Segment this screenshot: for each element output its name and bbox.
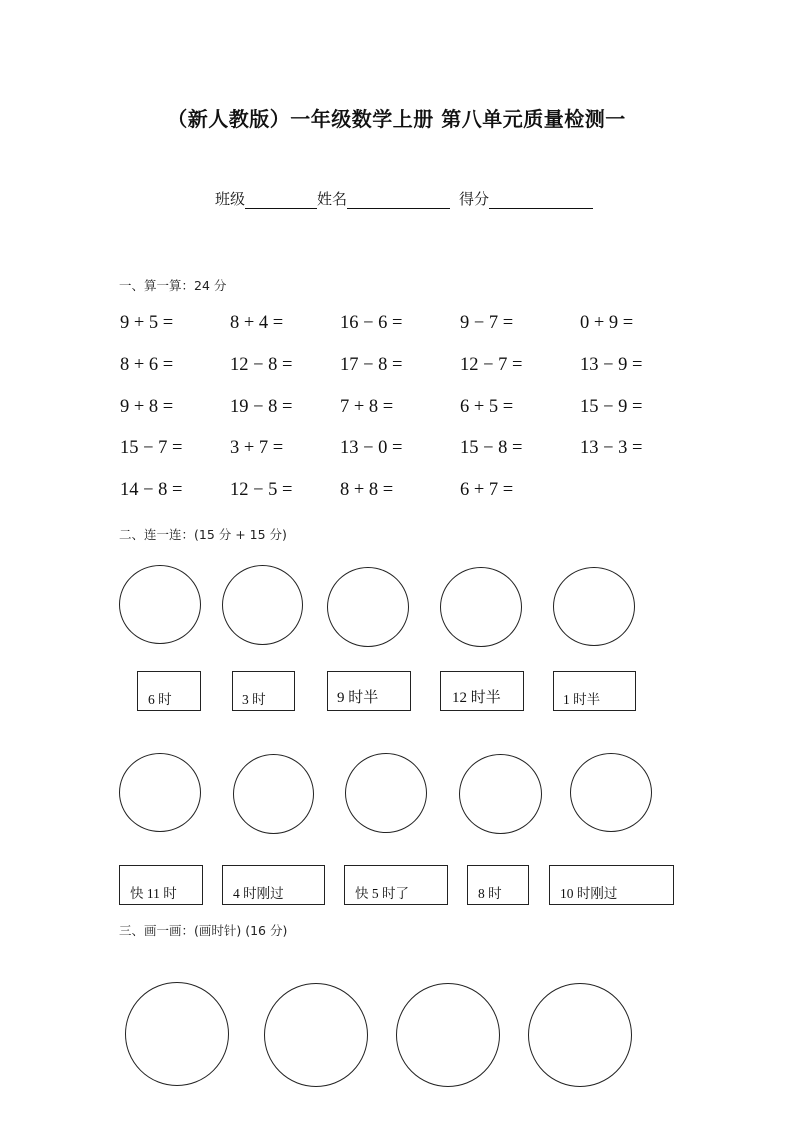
clock-face-icon: [119, 753, 201, 832]
equation: 9 + 8 =: [120, 397, 174, 417]
time-label-box: 12 时半: [440, 671, 524, 711]
equation: 9 − 7 =: [460, 313, 514, 333]
clock-face-icon: [119, 565, 201, 644]
student-info-fields: [215, 188, 593, 209]
equation: 16 − 6 =: [340, 313, 403, 333]
class-input-line[interactable]: [245, 190, 317, 209]
section3-heading: 三、画一画：(画时针) (16 分): [119, 923, 288, 938]
clock-face-icon: [327, 567, 409, 647]
time-label-box: 3 时: [232, 671, 295, 711]
equation: 8 + 6 =: [120, 355, 174, 375]
time-label-box: 4 时刚过: [222, 865, 325, 905]
equation: 13 − 9 =: [580, 355, 643, 375]
equation: 15 − 9 =: [580, 397, 643, 417]
score-input-line[interactable]: [489, 190, 593, 209]
class-label: 班级: [215, 190, 246, 208]
score-label: 得分: [459, 190, 490, 208]
section2-heading: 二、连一连：(15 分 + 15 分): [119, 527, 287, 542]
equation: 8 + 8 =: [340, 480, 394, 500]
clock-face-icon: [345, 753, 427, 833]
clock-face-icon: [459, 754, 542, 834]
equation: 12 − 7 =: [460, 355, 523, 375]
time-label-box: 快 11 时: [119, 865, 203, 905]
equation: 6 + 7 =: [460, 480, 514, 500]
equation: 3 + 7 =: [230, 438, 284, 458]
name-input-line[interactable]: [347, 190, 450, 209]
time-label-box: 6 时: [137, 671, 201, 711]
time-label-box: 8 时: [467, 865, 529, 905]
equation: 6 + 5 =: [460, 397, 514, 417]
time-label-box: 快 5 时了: [344, 865, 448, 905]
equation: 9 + 5 =: [120, 313, 174, 333]
clock-face-icon[interactable]: [264, 983, 368, 1087]
time-label-box: 9 时半: [327, 671, 411, 711]
clock-face-icon[interactable]: [125, 982, 229, 1086]
worksheet-title: （新人教版）一年级数学上册 第八单元质量检测一: [167, 107, 626, 131]
equation: 0 + 9 =: [580, 313, 634, 333]
equation: 13 − 3 =: [580, 438, 643, 458]
equation: 15 − 8 =: [460, 438, 523, 458]
equation: 14 − 8 =: [120, 480, 183, 500]
equation: 8 + 4 =: [230, 313, 284, 333]
name-label: 姓名: [317, 190, 348, 208]
equation: 15 − 7 =: [120, 438, 183, 458]
clock-face-icon[interactable]: [396, 983, 500, 1087]
clock-face-icon: [440, 567, 522, 647]
equation: 12 − 5 =: [230, 480, 293, 500]
section1-heading: 一、算一算：24 分: [119, 278, 227, 293]
clock-face-icon: [222, 565, 303, 645]
equation: 13 − 0 =: [340, 438, 403, 458]
clock-face-icon: [553, 567, 635, 646]
equation: 19 − 8 =: [230, 397, 293, 417]
time-label-box: 10 时刚过: [549, 865, 674, 905]
clock-face-icon: [233, 754, 314, 834]
equation: 17 − 8 =: [340, 355, 403, 375]
clock-face-icon: [570, 753, 652, 832]
time-label-box: 1 时半: [553, 671, 636, 711]
clock-face-icon[interactable]: [528, 983, 632, 1087]
equation: 12 − 8 =: [230, 355, 293, 375]
equation: 7 + 8 =: [340, 397, 394, 417]
